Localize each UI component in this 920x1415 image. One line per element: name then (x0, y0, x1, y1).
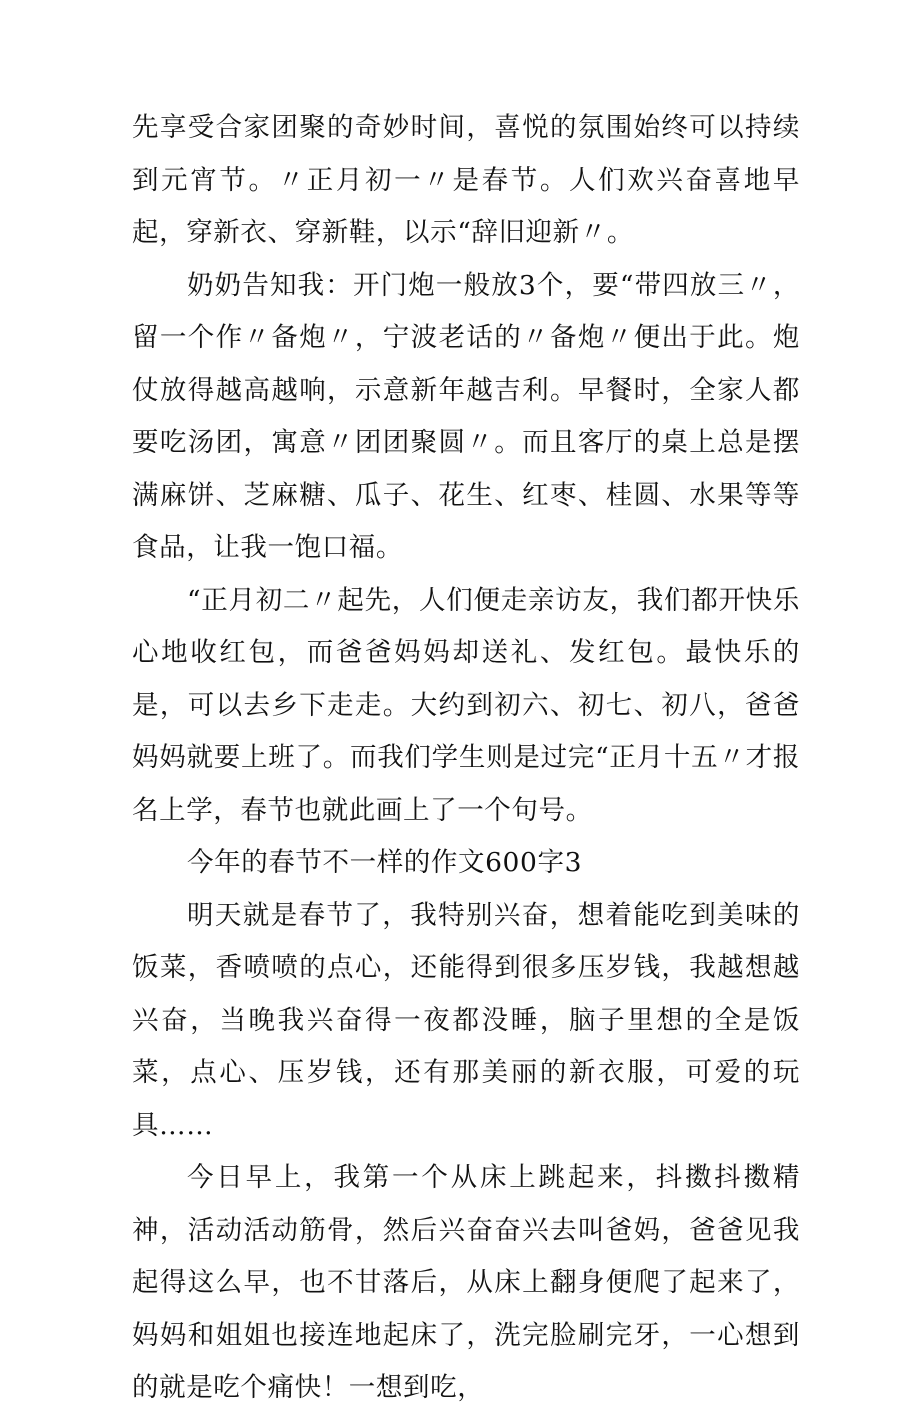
document-body (132, 102, 800, 1415)
paragraph-1: 先享受合家团聚的奇妙时间，喜悦的氛围始终可以持续到元宵节。〃正月初一〃是春节。人们欢兴奋喜地早起，穿新衣、穿新鞋，以示“辞旧迎新〃。 (132, 112, 800, 248)
paragraph-4: 明天就是春节了，我特别兴奋，想着能吃到美味的饭菜，香喷喷的点心，还能得到很多压岁钱，我越想越兴奋，当晚我兴奋得一夜都没睡，脑子里想的全是饭菜，点心、压岁钱，还有那美丽的新衣服，可爱的玩具…… (132, 899, 800, 1141)
paragraph-3: “正月初二〃起先，人们便走亲访友，我们都开快乐心地收红包，而爸爸妈妈却送礼、发红包。最快乐的是，可以去乡下走走。大约到初六、初七、初八，爸爸妈妈就要上班了。而我们学生则是过完“正月十五〃才报名上学，春节也就此画上了一个句号。 (132, 584, 800, 826)
section-heading: 今年的春节不一样的作文600字3 (187, 847, 583, 878)
paragraph-2: 奶奶告知我：开门炮一般放3个，要“带四放三〃，留一个作〃备炮〃，宁波老话的〃备炮〃便出于此。炮仗放得越高越响，示意新年越吉利。早餐时，全家人都要吃汤团，寓意〃团团聚圆〃。而且客厅的桌上总是摆满麻饼、芝麻糖、瓜子、花生、红枣、桂圆、水果等等食品，让我一饱口福。 (132, 269, 800, 563)
paragraph-5: 今日早上，我第一个从床上跳起来，抖擞抖擞精神，活动活动筋骨，然后兴奋奋兴去叫爸妈，爸爸见我起得这么早，也不甘落后，从床上翻身便爬了起来了，妈妈和姐姐也接连地起床了，洗完脸刷完牙，一心想到的就是吃个痛快！一想到吃， (132, 1162, 800, 1403)
